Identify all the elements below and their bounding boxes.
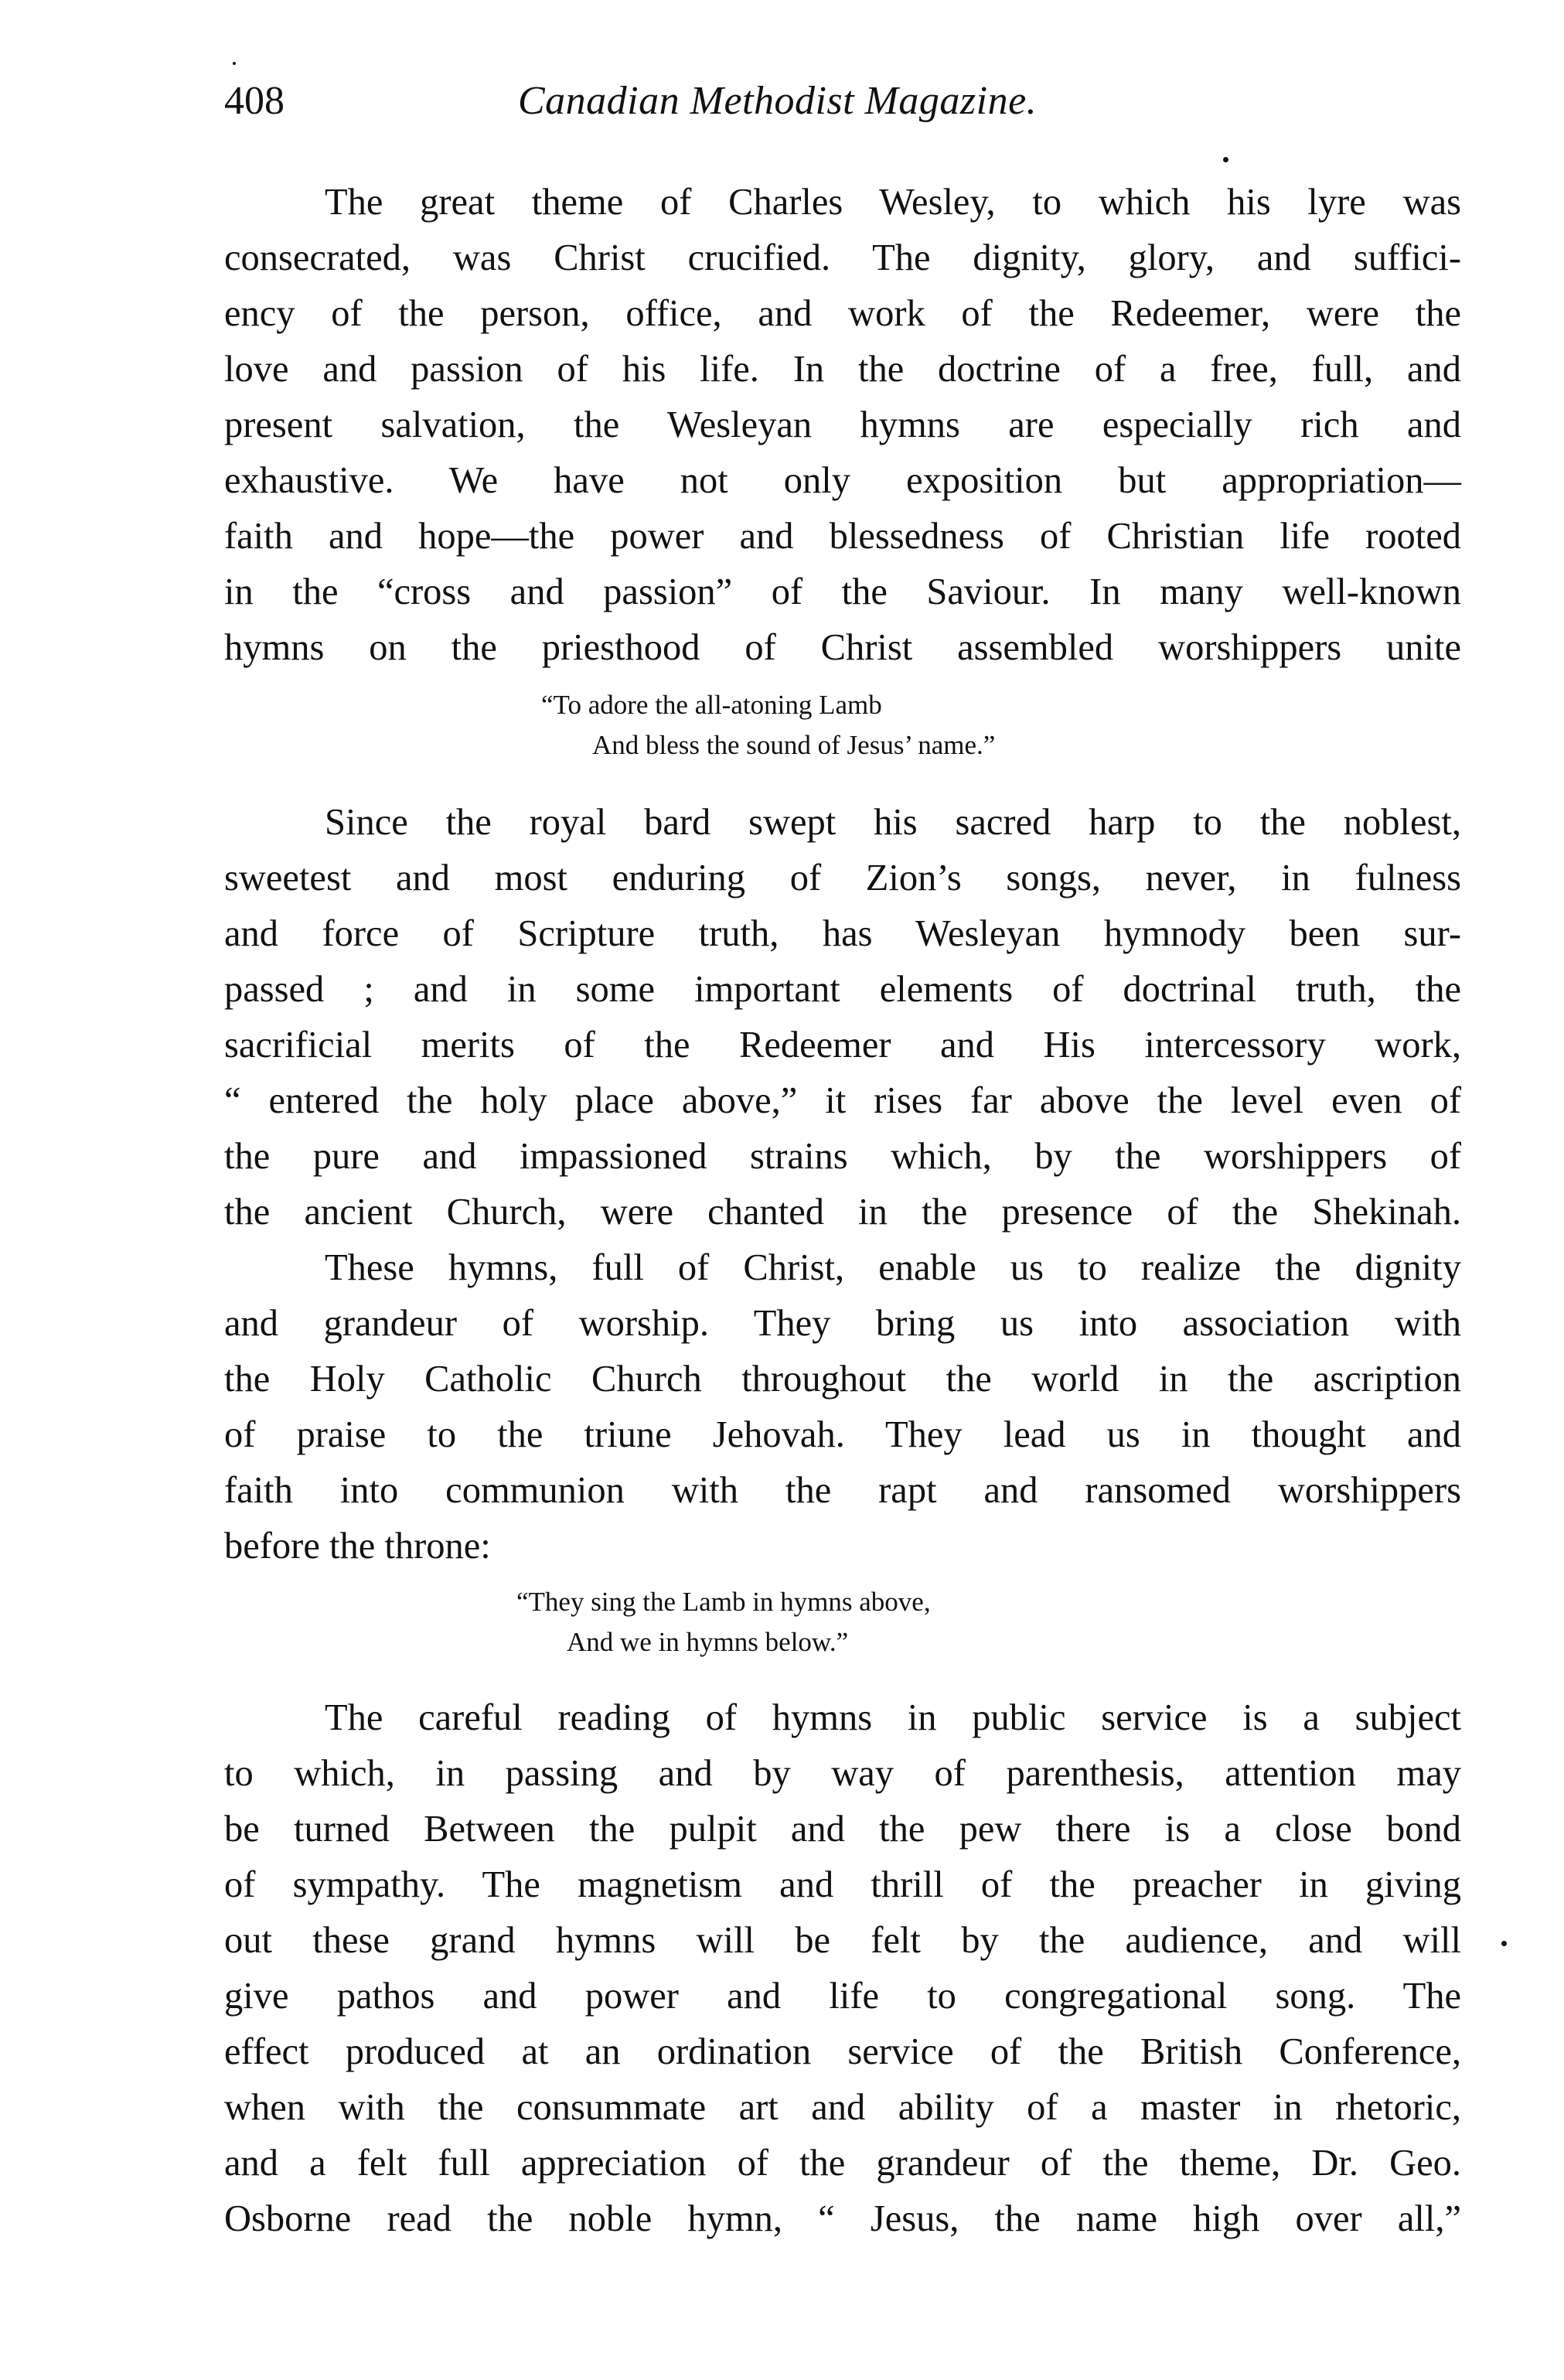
running-title: Canadian Methodist Magazine. [518,79,1038,123]
paragraph-4-line: when with the consummate art and ability of a master in rhetoric, [224,2087,1461,2128]
paragraph-1-line: The great theme of Charles Wesley, to which his lyre was [325,182,1461,223]
paragraph-3-line: before the throne: [224,1526,491,1567]
paragraph-1-line: love and passion of his life. In the doctrine of a free, full, and [224,349,1461,390]
paragraph-4-line: and a felt full appreciation of the grandeur of the theme, Dr. Geo. [224,2143,1461,2184]
paragraph-1-line: ency of the person, office, and work of the Redeemer, were the [224,293,1461,334]
paragraph-4-line: Osborne read the noble hymn, “ Jesus, the name high over all,” [224,2198,1461,2239]
paragraph-3-line: and grandeur of worship. They bring us into association with [224,1303,1461,1344]
paragraph-4-line: to which, in passing and by way of parenthesis, attention may [224,1753,1461,1794]
quote-2-line: And we in hymns below.” [567,1627,849,1657]
paragraph-1-line: consecrated, was Christ crucified. The dignity, glory, and suffici- [224,237,1461,278]
paragraph-1-line: faith and hope—the power and blessedness of Christian life rooted [224,516,1461,557]
paragraph-4-line: of sympathy. The magnetism and thrill of the preacher in giving [224,1864,1461,1905]
paragraph-1-line: exhaustive. We have not only exposition but appropriation— [224,460,1461,501]
quote-2-line: “They sing the Lamb in hymns above, [516,1587,931,1617]
paragraph-4-line: out these grand hymns will be felt by the audience, and will [224,1920,1461,1961]
quote-1-line: “To adore the all-atoning Lamb [541,690,882,720]
paragraph-1-line: present salvation, the Wesleyan hymns are especially rich and [224,404,1461,445]
paragraph-2-line: passed ; and in some important elements of doctrinal truth, the [224,969,1461,1010]
paragraph-3-line: the Holy Catholic Church throughout the world in the ascription [224,1359,1461,1400]
paragraph-4-line: be turned Between the pulpit and the pew there is a close bond [224,1809,1461,1850]
page-header [224,74,1461,136]
paragraph-2-line: sacrificial merits of the Redeemer and His intercessory work, [224,1025,1461,1066]
quote-1-line: And bless the sound of Jesus’ name.” [592,730,996,760]
print-speck [1501,1941,1507,1946]
paragraph-4-line: The careful reading of hymns in public service is a subject [325,1697,1461,1738]
print-speck [1223,157,1228,162]
paragraph-3-line: faith into communion with the rapt and ransomed worshippers [224,1470,1461,1511]
paragraph-2-line: sweetest and most enduring of Zion’s songs, never, in fulness [224,858,1461,898]
print-speck [233,62,236,65]
paragraph-2-line: Since the royal bard swept his sacred harp to the noblest, [325,802,1461,843]
paragraph-4-line: effect produced at an ordination service of the British Conference, [224,2031,1461,2072]
paragraph-1-line: in the “cross and passion” of the Saviour. In many well-known [224,571,1461,612]
paragraph-2-line: and force of Scripture truth, has Wesleyan hymnody been sur- [224,913,1461,954]
paragraph-3-line: These hymns, full of Christ, enable us to realize the dignity [325,1247,1461,1288]
paragraph-4-line: give pathos and power and life to congregational song. The [224,1976,1461,2017]
paragraph-3-line: of praise to the triune Jehovah. They lead us in thought and [224,1414,1461,1455]
paragraph-2-line: “ entered the holy place above,” it rises far above the level even of [224,1080,1461,1121]
paragraph-2-line: the ancient Church, were chanted in the presence of the Shekinah. [224,1192,1461,1233]
page-number: 408 [224,79,285,123]
paragraph-2-line: the pure and impassioned strains which, by the worshippers of [224,1136,1461,1177]
paragraph-1-line: hymns on the priesthood of Christ assembled worshippers unite [224,627,1461,668]
